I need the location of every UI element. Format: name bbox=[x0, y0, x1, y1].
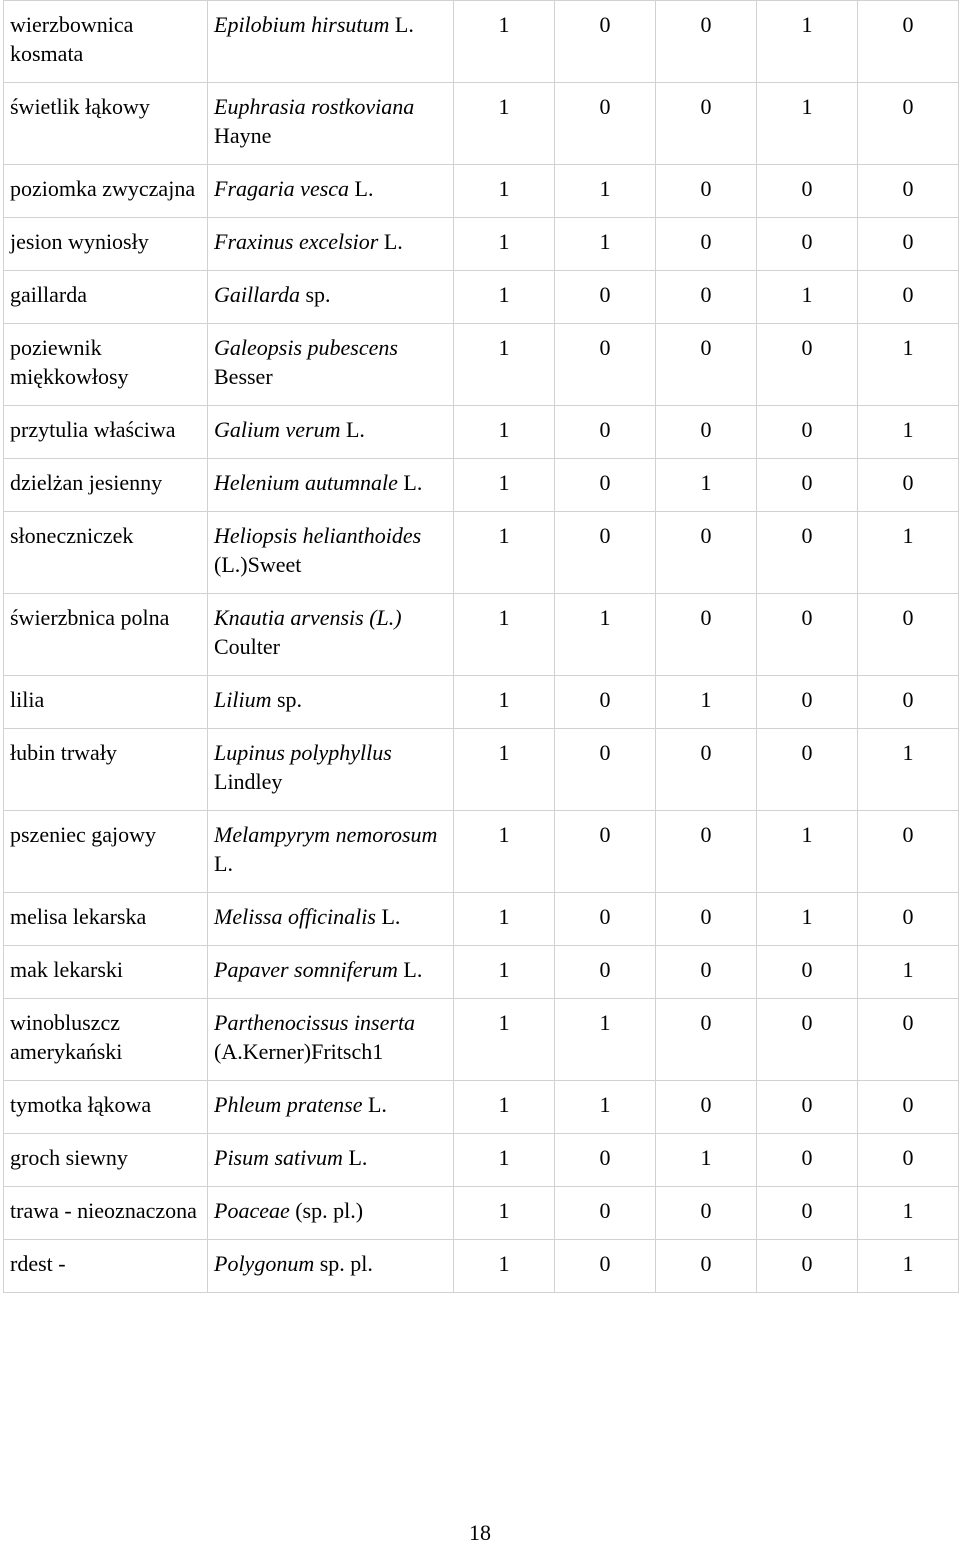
value-cell: 0 bbox=[656, 1, 757, 83]
latin-name-italic: Poaceae bbox=[214, 1198, 290, 1223]
latin-name-italic: Pisum sativum bbox=[214, 1145, 343, 1170]
value-cell: 0 bbox=[656, 946, 757, 999]
table-row bbox=[4, 676, 959, 729]
value-cell: 1 bbox=[656, 459, 757, 512]
common-name-cell: poziomka zwyczajna bbox=[4, 165, 208, 218]
value-cell: 1 bbox=[454, 811, 555, 893]
value-cell: 1 bbox=[858, 512, 959, 594]
common-name-cell: gaillarda bbox=[4, 271, 208, 324]
common-name-cell: melisa lekarska bbox=[4, 893, 208, 946]
latin-name-author: L. bbox=[397, 957, 423, 982]
value-cell: 0 bbox=[757, 1134, 858, 1187]
value-cell: 1 bbox=[858, 729, 959, 811]
value-cell: 0 bbox=[555, 406, 656, 459]
common-name-cell: mak lekarski bbox=[4, 946, 208, 999]
value-cell: 0 bbox=[656, 893, 757, 946]
value-cell: 0 bbox=[858, 594, 959, 676]
value-cell: 0 bbox=[858, 271, 959, 324]
value-cell: 1 bbox=[858, 324, 959, 406]
table-row bbox=[4, 218, 959, 271]
latin-name-author: L. bbox=[389, 12, 414, 37]
value-cell: 0 bbox=[757, 999, 858, 1081]
value-cell: 0 bbox=[555, 512, 656, 594]
common-name-cell: świerzbnica polna bbox=[4, 594, 208, 676]
value-cell: 1 bbox=[757, 1, 858, 83]
value-cell: 1 bbox=[858, 1187, 959, 1240]
value-cell: 0 bbox=[555, 946, 656, 999]
value-cell: 0 bbox=[858, 1081, 959, 1134]
value-cell: 1 bbox=[656, 1134, 757, 1187]
value-cell: 0 bbox=[858, 676, 959, 729]
value-cell: 0 bbox=[555, 729, 656, 811]
latin-name-cell bbox=[208, 165, 454, 218]
latin-name-italic: Melampyrym nemorosum bbox=[214, 822, 438, 847]
value-cell: 0 bbox=[757, 165, 858, 218]
value-cell: 1 bbox=[454, 999, 555, 1081]
value-cell: 0 bbox=[555, 1134, 656, 1187]
value-cell: 1 bbox=[757, 893, 858, 946]
latin-name-cell bbox=[208, 1, 454, 83]
value-cell: 1 bbox=[454, 893, 555, 946]
value-cell: 0 bbox=[555, 324, 656, 406]
value-cell: 0 bbox=[656, 324, 757, 406]
value-cell: 0 bbox=[656, 1187, 757, 1240]
value-cell: 0 bbox=[757, 594, 858, 676]
table-row bbox=[4, 1187, 959, 1240]
latin-name-italic: Papaver somniferum bbox=[214, 957, 398, 982]
value-cell: 0 bbox=[757, 218, 858, 271]
latin-name-cell bbox=[208, 946, 454, 999]
value-cell: 0 bbox=[555, 1, 656, 83]
latin-name-cell bbox=[208, 459, 454, 512]
value-cell: 0 bbox=[656, 1240, 757, 1293]
value-cell: 1 bbox=[454, 459, 555, 512]
value-cell: 1 bbox=[454, 1081, 555, 1134]
value-cell: 0 bbox=[656, 218, 757, 271]
latin-name-italic: Parthenocissus inserta bbox=[214, 1010, 416, 1035]
table-row bbox=[4, 1, 959, 83]
value-cell: 1 bbox=[454, 406, 555, 459]
value-cell: 1 bbox=[757, 811, 858, 893]
latin-name-author: (L.)Sweet bbox=[214, 552, 302, 577]
latin-name-italic: Lupinus polyphyllus bbox=[214, 740, 392, 765]
latin-name-italic: Epilobium hirsutum bbox=[214, 12, 390, 37]
value-cell: 1 bbox=[454, 1187, 555, 1240]
table-row bbox=[4, 999, 959, 1081]
value-cell: 1 bbox=[454, 165, 555, 218]
value-cell: 0 bbox=[858, 1134, 959, 1187]
value-cell: 1 bbox=[454, 271, 555, 324]
latin-name-cell bbox=[208, 594, 454, 676]
value-cell: 0 bbox=[757, 1081, 858, 1134]
value-cell: 1 bbox=[555, 218, 656, 271]
latin-name-author: Hayne bbox=[214, 123, 272, 148]
value-cell: 1 bbox=[757, 271, 858, 324]
table-row bbox=[4, 83, 959, 165]
value-cell: 0 bbox=[858, 218, 959, 271]
value-cell: 0 bbox=[858, 83, 959, 165]
latin-name-italic: Helenium autumnale bbox=[214, 470, 398, 495]
table-row bbox=[4, 165, 959, 218]
common-name-cell: winobluszcz amerykański bbox=[4, 999, 208, 1081]
value-cell: 0 bbox=[757, 729, 858, 811]
value-cell: 0 bbox=[757, 676, 858, 729]
value-cell: 0 bbox=[757, 406, 858, 459]
latin-name-italic: Melissa officinalis bbox=[214, 904, 376, 929]
value-cell: 1 bbox=[454, 324, 555, 406]
latin-name-author: (sp. pl.) bbox=[289, 1198, 364, 1223]
value-cell: 0 bbox=[757, 946, 858, 999]
common-name-cell: trawa - nieoznaczona bbox=[4, 1187, 208, 1240]
value-cell: 0 bbox=[656, 406, 757, 459]
value-cell: 1 bbox=[555, 165, 656, 218]
latin-name-italic: Fraxinus excelsior bbox=[214, 229, 379, 254]
value-cell: 1 bbox=[555, 1081, 656, 1134]
latin-name-cell bbox=[208, 893, 454, 946]
value-cell: 0 bbox=[757, 1187, 858, 1240]
value-cell: 1 bbox=[858, 1240, 959, 1293]
value-cell: 0 bbox=[757, 512, 858, 594]
latin-name-italic: Galium verum bbox=[214, 417, 341, 442]
value-cell: 0 bbox=[757, 324, 858, 406]
latin-name-author: L. bbox=[362, 1092, 387, 1117]
latin-name-italic: Polygonum bbox=[214, 1251, 315, 1276]
value-cell: 1 bbox=[454, 218, 555, 271]
value-cell: 1 bbox=[858, 946, 959, 999]
value-cell: 0 bbox=[555, 459, 656, 512]
value-cell: 1 bbox=[454, 676, 555, 729]
latin-name-italic: Heliopsis helianthoides bbox=[214, 523, 422, 548]
common-name-cell: lilia bbox=[4, 676, 208, 729]
latin-name-author: Lindley bbox=[214, 769, 283, 794]
value-cell: 1 bbox=[454, 594, 555, 676]
latin-name-cell bbox=[208, 676, 454, 729]
latin-name-cell bbox=[208, 1240, 454, 1293]
value-cell: 0 bbox=[555, 811, 656, 893]
common-name-cell: świetlik łąkowy bbox=[4, 83, 208, 165]
value-cell: 1 bbox=[454, 83, 555, 165]
latin-name-author: L. bbox=[349, 176, 374, 201]
latin-name-italic: Lilium bbox=[214, 687, 272, 712]
value-cell: 1 bbox=[454, 1240, 555, 1293]
table-row bbox=[4, 893, 959, 946]
table-row bbox=[4, 459, 959, 512]
latin-name-author: Besser bbox=[214, 364, 273, 389]
common-name-cell: wierzbownica kosmata bbox=[4, 1, 208, 83]
latin-name-author: sp. bbox=[271, 687, 303, 712]
value-cell: 0 bbox=[858, 459, 959, 512]
value-cell: 0 bbox=[656, 811, 757, 893]
latin-name-cell bbox=[208, 729, 454, 811]
table-row bbox=[4, 811, 959, 893]
value-cell: 0 bbox=[656, 999, 757, 1081]
table-row bbox=[4, 729, 959, 811]
common-name-cell: pszeniec gajowy bbox=[4, 811, 208, 893]
table-row bbox=[4, 594, 959, 676]
value-cell: 1 bbox=[454, 729, 555, 811]
common-name-cell: przytulia właściwa bbox=[4, 406, 208, 459]
latin-name-author: L. bbox=[214, 851, 233, 876]
latin-name-author: L. bbox=[340, 417, 365, 442]
value-cell: 0 bbox=[555, 1240, 656, 1293]
latin-name-author: (A.Kerner)Fritsch1 bbox=[214, 1039, 384, 1064]
table-row bbox=[4, 271, 959, 324]
latin-name-cell bbox=[208, 1134, 454, 1187]
latin-name-cell bbox=[208, 811, 454, 893]
value-cell: 0 bbox=[656, 729, 757, 811]
value-cell: 0 bbox=[656, 594, 757, 676]
latin-name-italic: Euphrasia rostkoviana bbox=[214, 94, 415, 119]
latin-name-cell bbox=[208, 218, 454, 271]
latin-name-italic: Knautia arvensis (L.) bbox=[214, 605, 402, 630]
value-cell: 1 bbox=[454, 1134, 555, 1187]
common-name-cell: tymotka łąkowa bbox=[4, 1081, 208, 1134]
value-cell: 0 bbox=[858, 893, 959, 946]
common-name-cell: słoneczniczek bbox=[4, 512, 208, 594]
latin-name-author: L. bbox=[342, 1145, 368, 1170]
latin-name-cell bbox=[208, 512, 454, 594]
common-name-cell: poziewnik miękkowłosy bbox=[4, 324, 208, 406]
latin-name-cell bbox=[208, 83, 454, 165]
value-cell: 0 bbox=[656, 271, 757, 324]
latin-name-author: sp. bbox=[299, 282, 331, 307]
common-name-cell: rdest - bbox=[4, 1240, 208, 1293]
value-cell: 1 bbox=[555, 594, 656, 676]
latin-name-cell bbox=[208, 271, 454, 324]
common-name-cell: łubin trwały bbox=[4, 729, 208, 811]
common-name-cell: groch siewny bbox=[4, 1134, 208, 1187]
latin-name-italic: Galeopsis pubescens bbox=[214, 335, 398, 360]
latin-name-author: sp. pl. bbox=[314, 1251, 373, 1276]
latin-name-cell bbox=[208, 406, 454, 459]
latin-name-author: L. bbox=[397, 470, 423, 495]
latin-name-author: L. bbox=[375, 904, 401, 929]
value-cell: 0 bbox=[858, 165, 959, 218]
table-row bbox=[4, 324, 959, 406]
latin-name-italic: Phleum pratense bbox=[214, 1092, 363, 1117]
common-name-cell: dzielżan jesienny bbox=[4, 459, 208, 512]
value-cell: 1 bbox=[454, 512, 555, 594]
table-body bbox=[4, 1, 959, 1293]
value-cell: 0 bbox=[858, 1, 959, 83]
value-cell: 0 bbox=[757, 459, 858, 512]
table-row bbox=[4, 946, 959, 999]
table-row bbox=[4, 512, 959, 594]
table-row bbox=[4, 1134, 959, 1187]
value-cell: 1 bbox=[858, 406, 959, 459]
value-cell: 1 bbox=[555, 999, 656, 1081]
page-number: 18 bbox=[469, 1520, 491, 1545]
value-cell: 1 bbox=[656, 676, 757, 729]
latin-name-author: Coulter bbox=[214, 634, 280, 659]
value-cell: 0 bbox=[858, 811, 959, 893]
species-table bbox=[3, 0, 959, 1293]
value-cell: 0 bbox=[858, 999, 959, 1081]
value-cell: 0 bbox=[656, 165, 757, 218]
value-cell: 1 bbox=[454, 1, 555, 83]
value-cell: 1 bbox=[454, 946, 555, 999]
latin-name-cell bbox=[208, 1081, 454, 1134]
latin-name-cell bbox=[208, 324, 454, 406]
latin-name-italic: Fragaria vesca bbox=[214, 176, 350, 201]
table-row bbox=[4, 1240, 959, 1293]
value-cell: 0 bbox=[656, 512, 757, 594]
value-cell: 0 bbox=[555, 893, 656, 946]
latin-name-cell bbox=[208, 1187, 454, 1240]
value-cell: 0 bbox=[656, 83, 757, 165]
latin-name-italic: Gaillarda bbox=[214, 282, 300, 307]
table-row bbox=[4, 1081, 959, 1134]
latin-name-cell bbox=[208, 999, 454, 1081]
table-row bbox=[4, 406, 959, 459]
value-cell: 0 bbox=[757, 1240, 858, 1293]
value-cell: 1 bbox=[757, 83, 858, 165]
value-cell: 0 bbox=[555, 271, 656, 324]
latin-name-author: L. bbox=[378, 229, 403, 254]
value-cell: 0 bbox=[656, 1081, 757, 1134]
value-cell: 0 bbox=[555, 83, 656, 165]
common-name-cell: jesion wyniosły bbox=[4, 218, 208, 271]
value-cell: 0 bbox=[555, 1187, 656, 1240]
value-cell: 0 bbox=[555, 676, 656, 729]
